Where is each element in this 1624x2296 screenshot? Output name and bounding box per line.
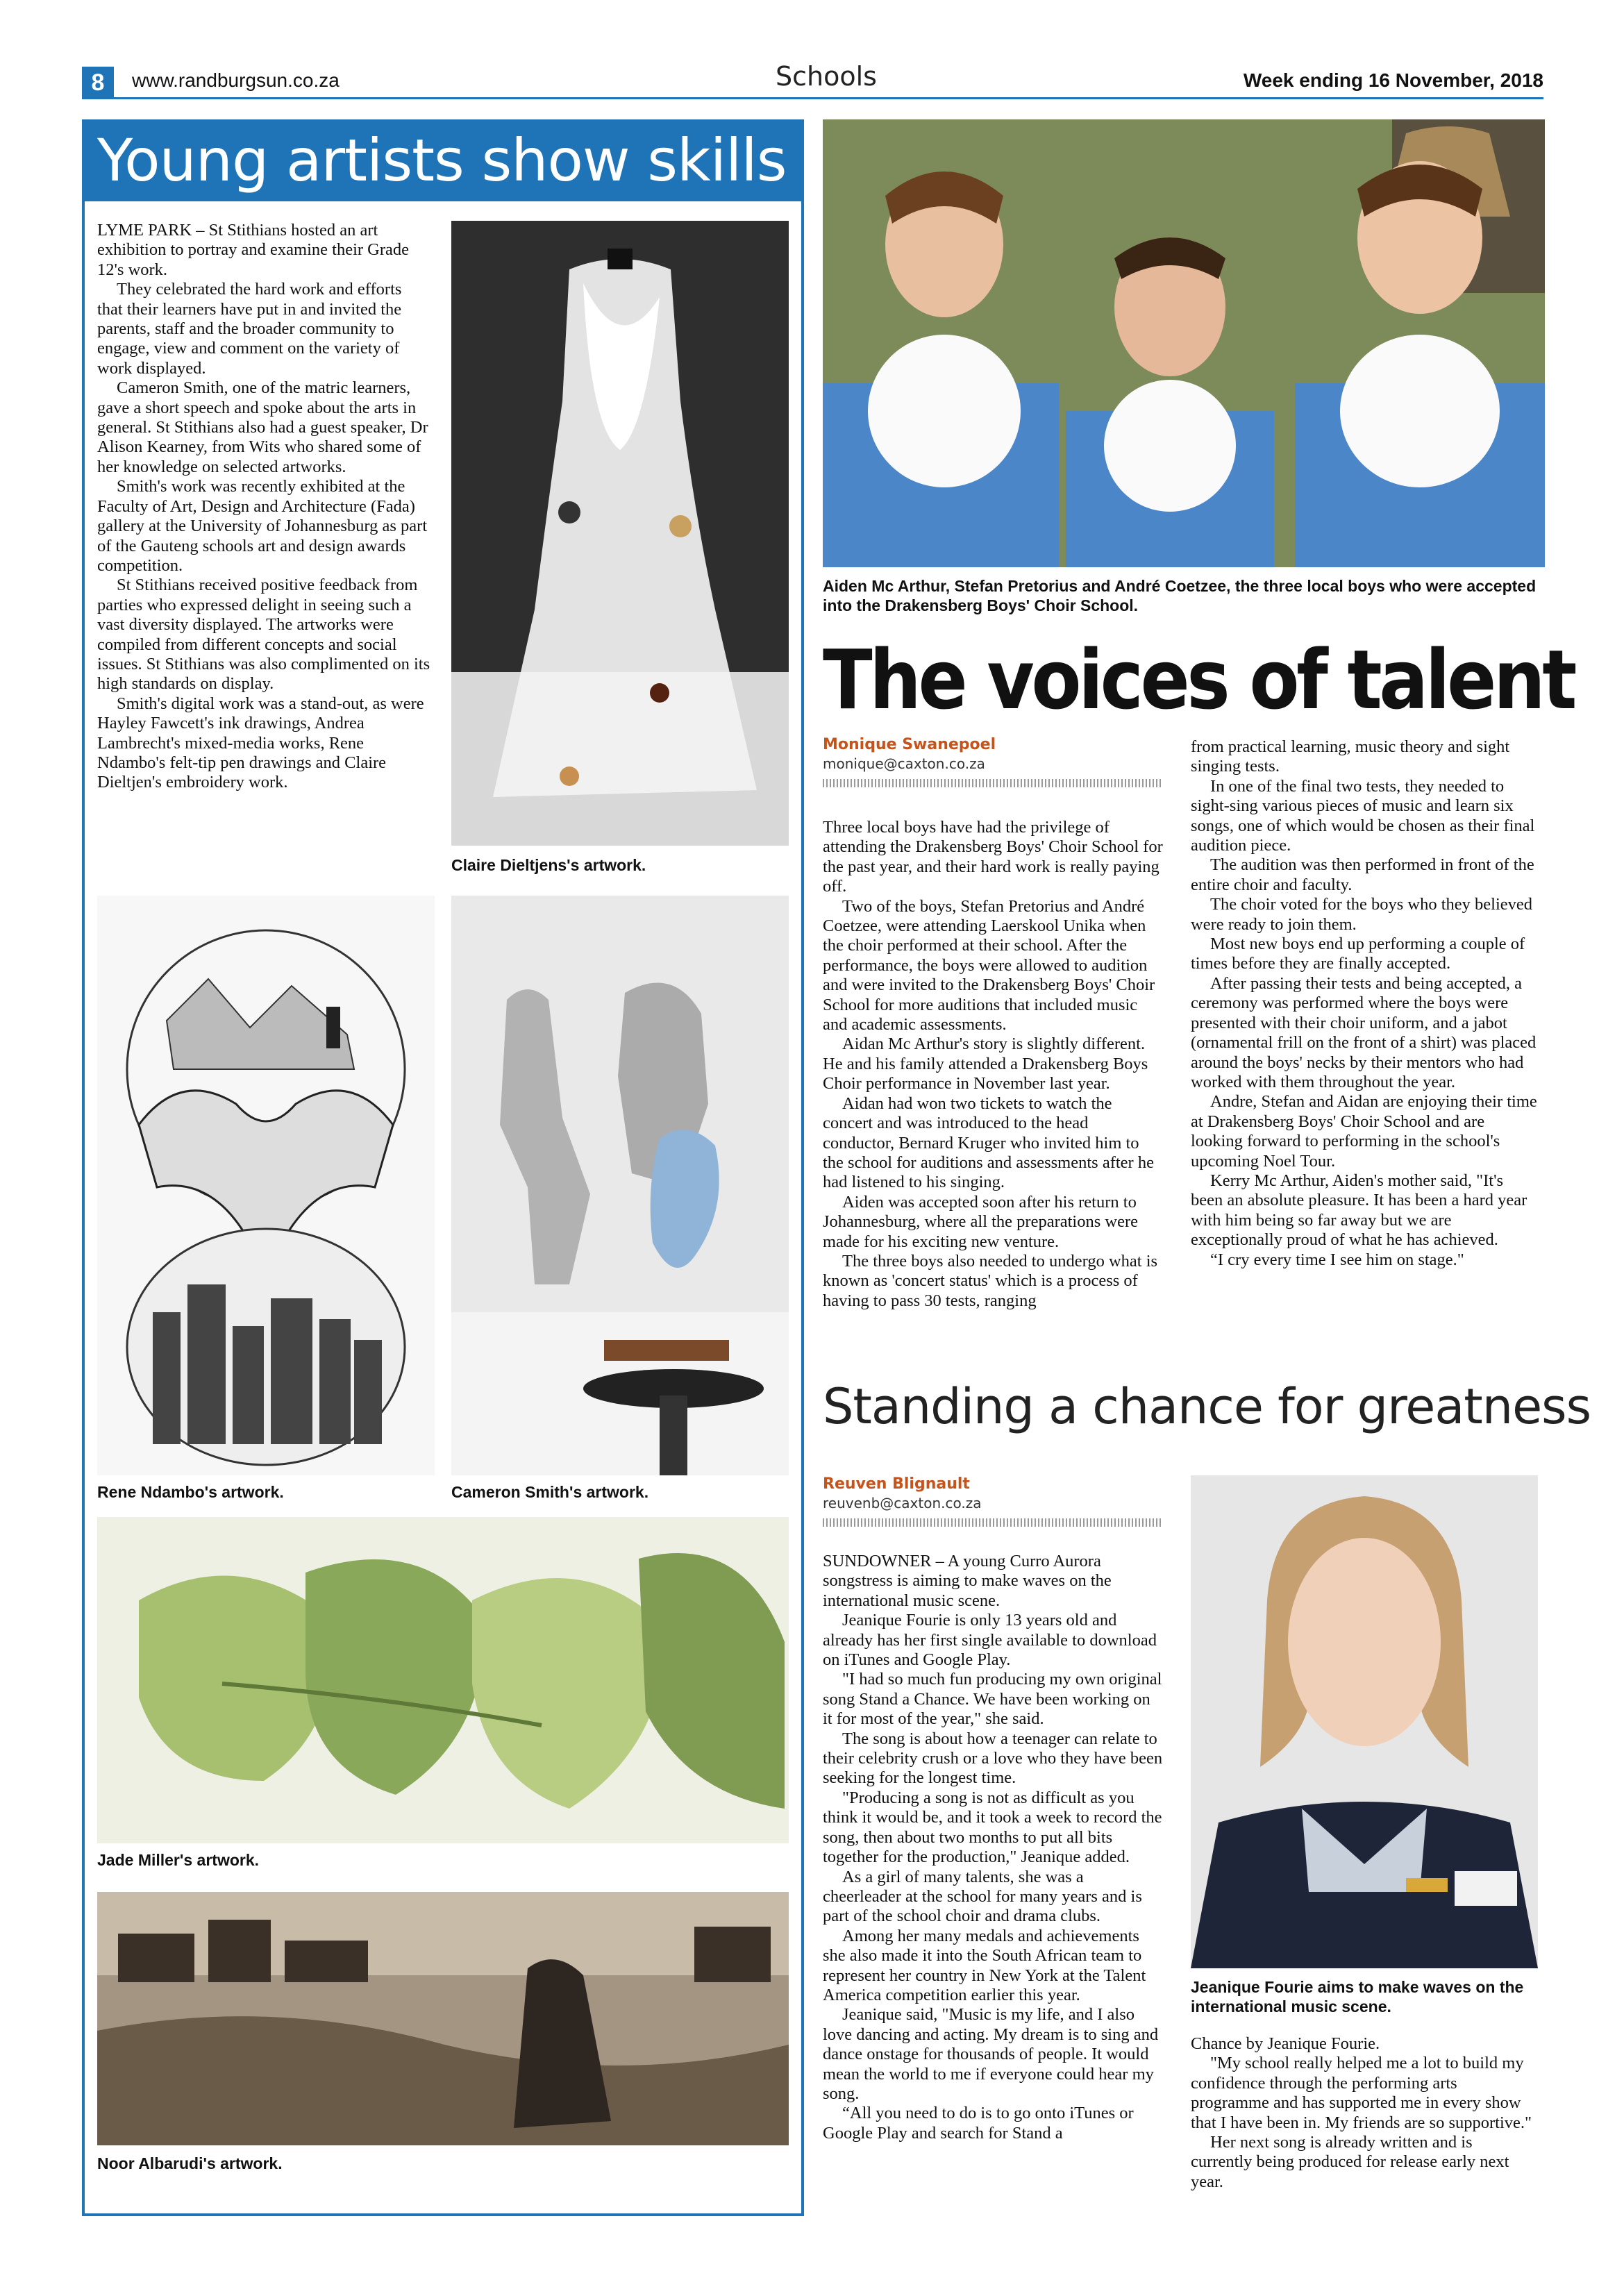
chance-headline: Standing a chance for greatness [823,1378,1591,1435]
paragraph: LYME PARK – St Stithians hosted an art exhibition to portray and examine their Grade 12's work. [97,221,410,279]
artists-article-body [97,221,430,793]
paragraph: Andre, Stefan and Aidan are enjoying their time at Drakensberg Boys' Choir School and are looking forward to performing in the school's upcoming Noel Tour. [1191,1092,1537,1171]
byline-rule [823,779,1163,787]
paragraph: The three boys also needed to undergo what is known as 'concert status' which is a process of having to pass 30 tests, ranging [823,1251,1158,1310]
chance-column-2 [1191,2034,1538,2192]
claire-artwork-photo [451,221,789,846]
paragraph: Her next song is already written and is currently being produced for release early next year. [1191,2133,1509,2191]
voices-email[interactable]: monique@caxton.co.za [823,755,985,772]
voices-column-1 [823,818,1163,1311]
noor-caption: Noor Albarudi's artwork. [97,2154,283,2172]
paragraph: Smith's digital work was a stand-out, as were Hayley Fawcett's ink drawings, Andrea Lambrecht's mixed-media works, Rene Ndambo's felt-tip pen drawings and Claire Dieltjen's embroidery work. [97,694,424,792]
paragraph: Among her many medals and achievements she also made it into the South African team to represent her country in New York at the Talent America competition earlier this year. [823,1926,1146,2004]
paragraph: Jeanique Fourie is only 13 years old and already has her first single available to download on iTunes and Google Play. [823,1611,1157,1670]
paragraph: After passing their tests and being accepted, a ceremony was performed where the boys were presented with their choir uniform, and a jabot (ornamental frill on the front of a shirt) was placed around the boys' necks by their mentors who had worked with them throughout the year. [1191,973,1537,1091]
chance-column-1 [823,1552,1163,2143]
paragraph: Jeanique said, "Music is my life, and I also love dancing and acting. My dream is to sing and dance onstage for thousands of people. It would mean the world to me if everyone could hear my song. [823,2005,1159,2103]
issue-date: Week ending 16 November, 2018 [1243,69,1543,91]
chance-byline: Reuven Blignault [823,1475,970,1493]
paragraph: Aidan had won two tickets to watch the concert and was introduced to the head conductor, Bernard Kruger who invited him to the school for auditions and assessments after he had listened to his singing. [823,1093,1154,1192]
paragraph: St Stithians received positive feedback from parties who expressed delight in seeing such a vast diversity displayed. The artworks were compiled from different concepts and social issues. St Stithians was also complimented on its high standards on display. [97,576,430,694]
paragraph: The song is about how a teenager can relate to their celebrity crush or a love who they have been seeking for the longest time. [823,1729,1163,1788]
claire-caption: Claire Dieltjens's artwork. [451,856,646,874]
rene-caption: Rene Ndambo's artwork. [97,1483,284,1501]
choir-boys-photo [823,119,1545,567]
paragraph: Aiden was accepted soon after his return to Johannesburg, where all the preparations were made for his exciting new venture. [823,1192,1138,1251]
voices-headline: The voices of talent [823,632,1575,728]
paragraph: “All you need to do is to go onto iTunes or Google Play and search for Stand a [823,2104,1134,2143]
voices-byline: Monique Swanepoel [823,736,996,753]
paragraph: “I cry every time I see him on stage." [1210,1250,1464,1269]
jeanique-photo-caption: Jeanique Fourie aims to make waves on the international music scene. [1191,1978,1524,2016]
site-url[interactable]: www.randburgsun.co.za [132,69,340,91]
paragraph: "I had so much fun producing my own original song Stand a Chance. We have been working on it for most of the year," she said. [823,1670,1162,1729]
paragraph: As a girl of many talents, she was a cheerleader at the school for many years and is part of the school choir and drama clubs. [823,1867,1142,1926]
jade-artwork-photo [97,1517,789,1843]
voices-column-2 [1191,737,1538,1270]
paragraph: "My school really helped me a lot to build my confidence through the performing arts programme and has supported me in every show that I have been in. My friends are so supportive." [1191,2054,1532,2132]
chance-email[interactable]: reuvenb@caxton.co.za [823,1495,982,1511]
paragraph: Smith's work was recently exhibited at the Faculty of Art, Design and Architecture (Fada) gallery at the University of Johannesburg as part of the Gauteng schools art and design awards competition. [97,477,428,575]
rene-artwork-photo [97,896,435,1475]
paragraph: Aidan Mc Arthur's story is slightly different. He and his family attended a Drakensberg Boys Choir performance in November last year. [823,1034,1148,1093]
section-title: Schools [776,61,877,92]
artists-headline: Young artists show skills [82,119,804,201]
jade-caption: Jade Miller's artwork. [97,1851,260,1869]
cameron-caption: Cameron Smith's artwork. [451,1483,649,1501]
paragraph: The choir voted for the boys who they believed were ready to join them. [1191,895,1533,934]
jeanique-photo [1191,1475,1538,1968]
noor-artwork-photo [97,1892,789,2145]
paragraph: Most new boys end up performing a couple of times before they are finally accepted. [1191,935,1525,973]
cameron-artwork-photo [451,896,789,1475]
page-number: 8 [82,67,114,99]
paragraph: Chance by Jeanique Fourie. [1191,2034,1380,2053]
paragraph: They celebrated the hard work and efforts that their learners have put in and invited the parents, staff and the broader community to engage, view and comment on the variety of work displayed. [97,280,402,378]
byline-rule [823,1518,1163,1527]
header-rule [82,97,1543,99]
choir-photo-caption: Aiden Mc Arthur, Stefan Pretorius and André Coetzee, the three local boys who were accepted into the Drakensberg Boys' Choir School. [823,577,1537,614]
paragraph: The audition was then performed in front of the entire choir and faculty. [1191,855,1534,894]
paragraph: SUNDOWNER – A young Curro Aurora songstress is aiming to make waves on the international music scene. [823,1552,1112,1610]
paragraph: from practical learning, music theory and sight singing tests. [1191,737,1510,776]
paragraph: Three local boys have had the privilege of attending the Drakensberg Boys' Choir School for the past year, and their hard work is really paying off. [823,818,1163,896]
paragraph: Two of the boys, Stefan Pretorius and André Coetzee, were attending Laerskool Unika when the choir performed at their school. After the performance, the boys were allowed to audition and were invited to the Drakensberg Boys' Choir School for more auditions that included music and academic assessments. [823,896,1155,1034]
paragraph: In one of the final two tests, they needed to sight-sing various pieces of music and learn six songs, one of which would be chosen as their final audition piece. [1191,776,1535,855]
paragraph: Cameron Smith, one of the matric learners, gave a short speech and spoke about the arts in general. St Stithians also had a guest speaker, Dr Alison Kearney, from Wits who shared some of her knowledge on selected artworks. [97,378,428,476]
paragraph: "Producing a song is not as difficult as you think it would be, and it took a week to record the song, then about two months to put all bits together for the production," Jeanique added. [823,1788,1162,1867]
paragraph: Kerry Mc Arthur, Aiden's mother said, "It's been an absolute pleasure. It has been a hard year with him being so far away but we are exceptionally proud of what he has achieved. [1191,1171,1527,1250]
